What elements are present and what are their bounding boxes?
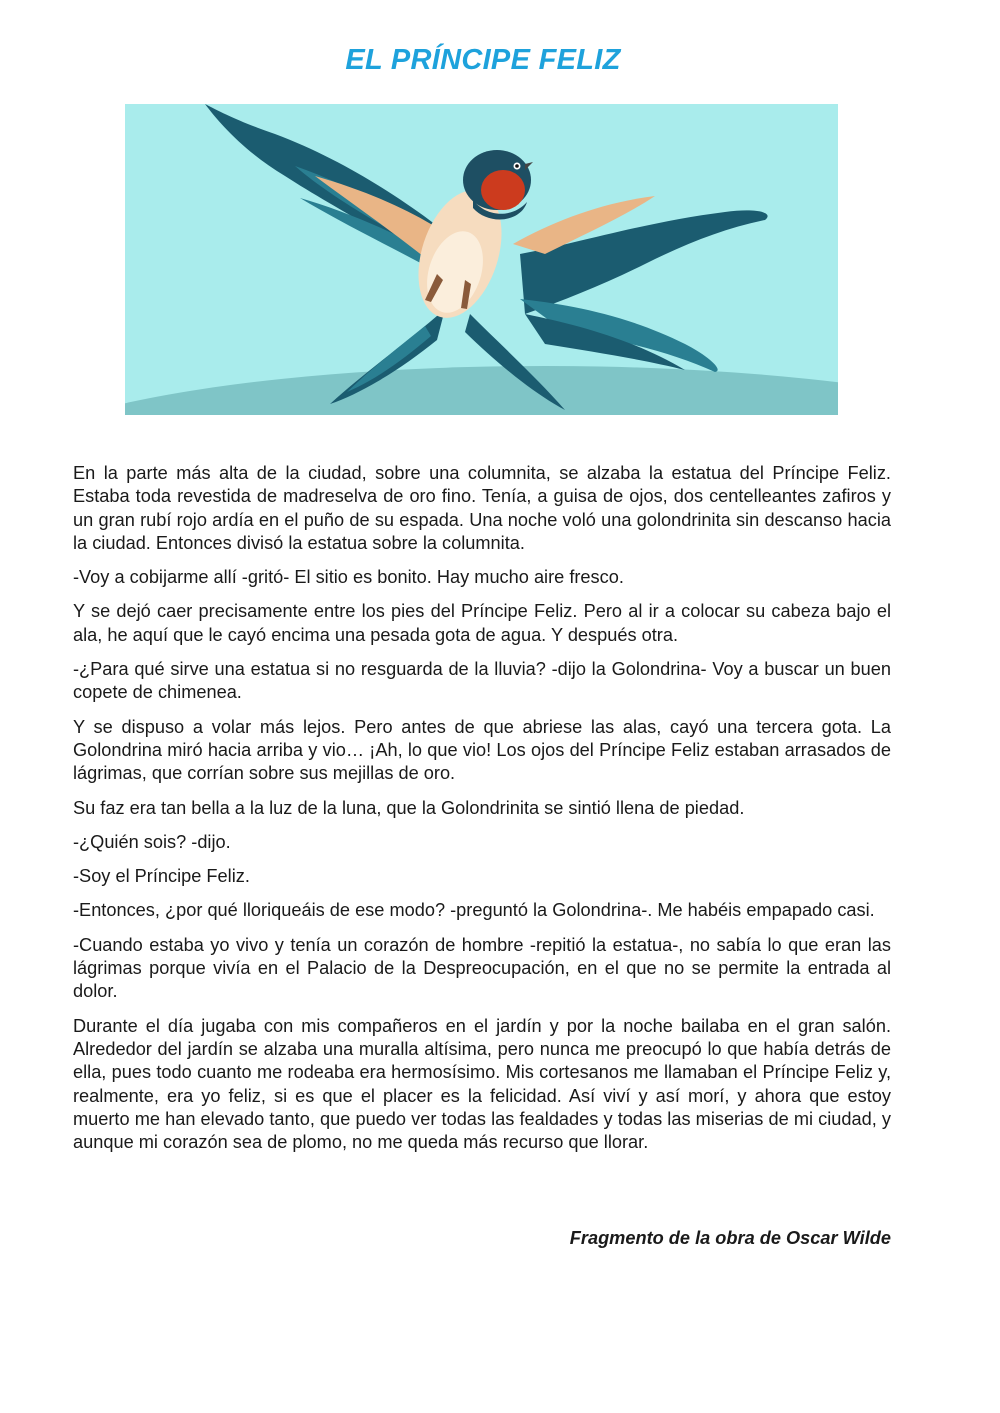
- paragraph: -Entonces, ¿por qué lloriqueáis de ese modo? -preguntó la Golondrina-. Me habéis empapado casi.: [73, 900, 875, 921]
- paragraph: -¿Para qué sirve una estatua si no resguarda de la lluvia? -dijo la Golondrina- Voy a buscar un buen copete de chimenea.: [73, 659, 891, 703]
- paragraph: -Voy a cobijarme allí -gritó- El sitio es bonito. Hay mucho aire fresco.: [73, 567, 624, 588]
- source-credit: Fragmento de la obra de Oscar Wilde: [569, 1228, 891, 1248]
- page-title: EL PRÍNCIPE FELIZ: [345, 44, 621, 76]
- paragraph: Durante el día jugaba con mis compañeros en el jardín y por la noche bailaba en el gran salón. Alrededor del jardín se alzaba una muralla altísima, pero nunca me preocupó lo que había detrás de ella, pues todo cuanto me rodeaba era hermosísimo. Mis cortesanos me llamaban el Príncipe Feliz y, realmente, era yo feliz, si es que el placer es la felicidad. Así viví y así morí, y ahora que estoy muerto me han elevado tanto, que puedo ver todas las fealdades y todas las miserias de mi ciudad, y aunque mi corazón sea de plomo, no me queda más recurso que llorar.: [73, 1015, 891, 1153]
- paragraph: Y se dispuso a volar más lejos. Pero antes de que abriese las alas, cayó una tercera gota. La Golondrina miró hacia arriba y vio… ¡Ah, lo que vio! Los ojos del Príncipe Feliz estaban arrasados de lágrimas, que corrían sobre sus mejillas de oro.: [73, 716, 891, 784]
- story-text: [73, 462, 891, 1165]
- swallow-pupil: [515, 164, 519, 168]
- paragraph: -Soy el Príncipe Feliz.: [73, 866, 250, 887]
- paragraph: Y se dejó caer precisamente entre los pies del Príncipe Feliz. Pero al ir a colocar su cabeza bajo el ala, he aquí que le cayó encima una pesada gota de agua. Y después otra.: [73, 601, 891, 645]
- paragraph: En la parte más alta de la ciudad, sobre una columnita, se alzaba la estatua del Príncipe Feliz. Estaba toda revestida de madreselva de oro fino. Tenía, a guisa de ojos, dos centelleantes zafiros y un gran rubí rojo ardía en el puño de su espada. Una noche voló una golondrinita sin descanso hacia la ciudad. Entonces divisó la estatua sobre la columnita.: [73, 463, 891, 553]
- swallow-throat: [481, 170, 525, 210]
- paragraph: -Cuando estaba yo vivo y tenía un corazón de hombre -repitió la estatua-, no sabía lo que eran las lágrimas porque vivía en el Palacio de la Despreocupación, en el que no se permite la entrada al dolor.: [73, 934, 891, 1002]
- swallow-illustration: [125, 104, 838, 415]
- paragraph: -¿Quién sois? -dijo.: [73, 831, 231, 852]
- paragraph: Su faz era tan bella a la luz de la luna, que la Golondrinita se sintió llena de piedad.: [73, 797, 745, 818]
